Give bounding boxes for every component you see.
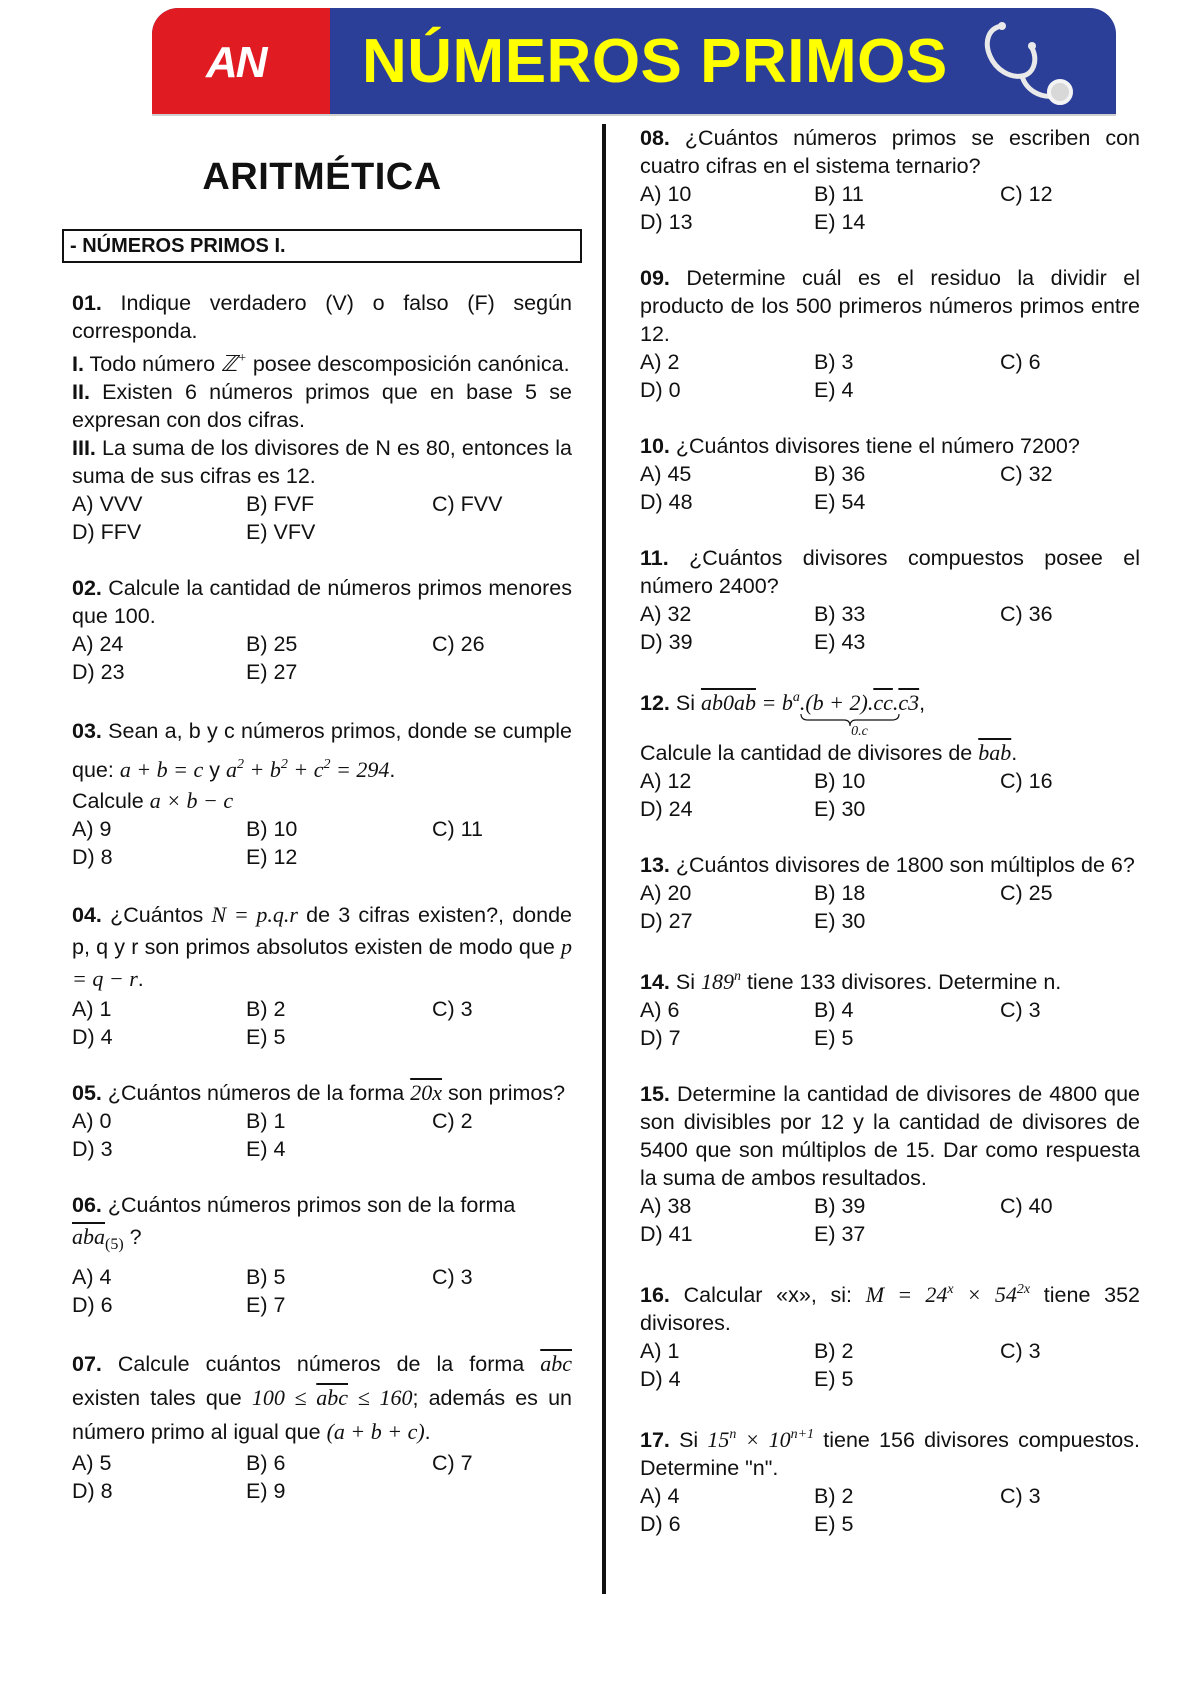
- option: D) 8: [72, 845, 113, 869]
- question-number: 03.: [72, 719, 102, 743]
- option: E) 14: [814, 210, 866, 234]
- option: B) 4: [814, 998, 854, 1022]
- answer-options: [72, 630, 572, 686]
- option: A) 24: [72, 632, 124, 656]
- question-text: tiene 133 divisores. Determine n.: [740, 970, 1062, 994]
- question-12: [640, 684, 1140, 823]
- math-term: × 10: [736, 1427, 791, 1452]
- question-text: son primos?: [441, 1081, 566, 1105]
- answer-options: [640, 180, 1140, 236]
- option: D) 13: [640, 210, 693, 234]
- option: E) 30: [814, 797, 866, 821]
- option: E) 37: [814, 1222, 866, 1246]
- question-number: 13.: [640, 853, 670, 877]
- math-term: .(b + 2).: [799, 690, 874, 715]
- question-text: Calcule la cantidad de números primos menores que 100.: [72, 576, 572, 628]
- option: D) 48: [640, 490, 693, 514]
- option: D) 27: [640, 909, 693, 933]
- question-text: de 3 cifras existen?, donde p, q y r son primos absolutos existen de modo que: [72, 903, 572, 959]
- question-text: ¿Cuántos: [101, 903, 212, 927]
- question-text: ,: [919, 691, 926, 715]
- math-term: = b: [755, 690, 793, 715]
- option: E) 4: [814, 378, 854, 402]
- statement-number: III.: [72, 436, 96, 460]
- topic-box: - NÚMEROS PRIMOS I.: [62, 229, 582, 263]
- option: C) 3: [1000, 998, 1041, 1022]
- option: E) 5: [814, 1367, 854, 1391]
- question-text: ; además es un número primo al igual que: [72, 1386, 572, 1444]
- option: D) 41: [640, 1222, 693, 1246]
- option: B) 5: [246, 1265, 286, 1289]
- question-text: Sean a, b y c números primos, donde se cumple que:: [72, 719, 572, 782]
- question-14: [640, 963, 1140, 1052]
- question-number: 07.: [72, 1352, 102, 1376]
- option: B) 36: [814, 462, 866, 486]
- math-subscript: (5): [105, 1236, 124, 1253]
- option: E) 7: [246, 1293, 286, 1317]
- answer-options: [640, 460, 1140, 516]
- question-text: Determine la cantidad de divisores de 4800 que son divisibles por 12 y la cantidad de divisores de 5400 que son múltiplos de 15. Dar como respuesta la suma de ambos resultados.: [640, 1082, 1140, 1190]
- answer-options: [72, 815, 572, 871]
- math-term: × 54: [953, 1282, 1017, 1307]
- math-symbol: ℤ: [221, 351, 238, 376]
- math-term: .: [892, 690, 899, 715]
- question-07: [72, 1347, 572, 1505]
- statement-text: Todo número: [83, 352, 222, 376]
- option: D) 8: [72, 1479, 113, 1503]
- option: B) 33: [814, 602, 866, 626]
- statement-number: I.: [72, 352, 84, 376]
- option: B) 2: [246, 997, 286, 1021]
- math-expression: [252, 1385, 413, 1410]
- answer-options: [72, 995, 572, 1051]
- math-term: + b: [244, 757, 281, 782]
- option: A) 0: [72, 1109, 112, 1133]
- question-text: Calcule: [72, 789, 150, 813]
- question-11: [640, 544, 1140, 656]
- question-text: ¿Cuántos divisores compuestos posee el número 2400?: [640, 546, 1140, 598]
- math-expression: [866, 1282, 1030, 1307]
- option: A) 32: [640, 602, 692, 626]
- question-text: Calcular «x», si:: [669, 1283, 866, 1307]
- question-number: 02.: [72, 576, 102, 600]
- question-05: [72, 1079, 572, 1163]
- question-number: 17.: [640, 1428, 670, 1452]
- math-expression: a × b − c: [149, 788, 234, 813]
- option: E) VFV: [246, 520, 316, 544]
- math-expression: a + b = c: [119, 757, 204, 782]
- option: D) 39: [640, 630, 693, 654]
- question-number: 11.: [640, 546, 669, 570]
- option: C) 7: [432, 1451, 473, 1475]
- math-term: = 294: [330, 757, 390, 782]
- question-text: ¿Cuántos números primos son de la forma: [101, 1193, 516, 1217]
- option: D) 7: [640, 1026, 681, 1050]
- option: A) 1: [72, 997, 112, 1021]
- question-08: [640, 124, 1140, 236]
- underbrace-group: [799, 689, 920, 739]
- question-04: [72, 899, 572, 1051]
- math-term: M = 24: [865, 1282, 948, 1307]
- question-10: [640, 432, 1140, 516]
- math-superscript: 2: [323, 757, 331, 772]
- option: C) 11: [432, 817, 483, 841]
- option: A) 12: [640, 769, 692, 793]
- math-expression: N = p.q.r: [211, 902, 298, 927]
- option: A) 6: [640, 998, 680, 1022]
- option: E) 30: [814, 909, 866, 933]
- logo-text: AN: [206, 38, 266, 87]
- math-term: $\overline{cc}$: [873, 690, 893, 715]
- question-text: ¿Cuántos números primos se escriben con cuatro cifras en el sistema ternario?: [640, 126, 1140, 178]
- math-expression: [221, 351, 247, 376]
- math-term: $\overline{abc}$: [316, 1385, 349, 1410]
- question-text: Si: [669, 1428, 708, 1452]
- question-number: 15.: [640, 1082, 670, 1106]
- question-text: Determine cuál es el residuo la dividir el producto de los 500 primeros números primos entre 12.: [640, 266, 1140, 346]
- math-superscript: n: [729, 1427, 737, 1442]
- math-term: 189: [700, 969, 734, 994]
- question-number: 09.: [640, 266, 670, 290]
- question-17: [640, 1421, 1140, 1538]
- option: B) 3: [814, 350, 854, 374]
- option: A) 1: [640, 1339, 680, 1363]
- answer-options: [640, 767, 1140, 823]
- option: B) 1: [246, 1109, 286, 1133]
- question-text: .: [389, 758, 396, 782]
- math-expression: $\overline{bab}$: [978, 740, 1012, 765]
- question-number: 01.: [72, 291, 102, 315]
- option: E) 5: [814, 1026, 854, 1050]
- question-text: .: [137, 967, 144, 991]
- option: C) 12: [1000, 182, 1053, 206]
- question-text: Calcule la cantidad de divisores de: [640, 741, 979, 765]
- statement-text: La suma de los divisores de N es 80, entonces la suma de sus cifras es 12.: [72, 436, 572, 488]
- question-text: .: [424, 1420, 431, 1444]
- option: A) 38: [640, 1194, 692, 1218]
- question-09: [640, 264, 1140, 404]
- option: E) 9: [246, 1479, 286, 1503]
- option: E) 12: [246, 845, 298, 869]
- option: B) 2: [814, 1484, 854, 1508]
- right-column: [640, 124, 1140, 1566]
- option: C) 6: [1000, 350, 1041, 374]
- option: B) 2: [814, 1339, 854, 1363]
- question-number: 08.: [640, 126, 670, 150]
- option: D) 6: [72, 1293, 113, 1317]
- question-text: ¿Cuántos divisores tiene el número 7200?: [669, 434, 1080, 458]
- option: C) 16: [1000, 769, 1053, 793]
- math-superscript: 2: [280, 757, 288, 772]
- question-text: ?: [123, 1225, 142, 1249]
- option: B) 10: [246, 817, 298, 841]
- option: A) 4: [72, 1265, 112, 1289]
- question-13: [640, 851, 1140, 935]
- math-superscript: 2: [237, 757, 244, 772]
- option: B) 11: [814, 182, 864, 206]
- question-06: [72, 1191, 572, 1319]
- statement-text: Existen 6 números primos que en base 5 se expresan con dos cifras.: [72, 380, 572, 432]
- left-column: [72, 156, 572, 1533]
- question-text: ¿Cuántos números de la forma: [101, 1081, 411, 1105]
- question-03: [72, 714, 572, 871]
- math-expression: (a + b + c): [326, 1419, 425, 1444]
- math-superscript: +: [237, 351, 247, 366]
- underbrace-icon: [800, 713, 900, 727]
- question-text: Si: [669, 970, 701, 994]
- option: E) 4: [246, 1137, 286, 1161]
- option: C) 36: [1000, 602, 1053, 626]
- option: C) 25: [1000, 881, 1053, 905]
- question-text: existen tales que: [72, 1386, 252, 1410]
- option: C) 40: [1000, 1194, 1053, 1218]
- math-expression: [707, 1427, 814, 1452]
- math-term: 100 ≤: [251, 1385, 317, 1410]
- option: E) 43: [814, 630, 866, 654]
- option: C) FVV: [432, 492, 503, 516]
- math-term: + c: [287, 757, 324, 782]
- question-text: tiene 156 divisores compuestos. Determine "n".: [640, 1428, 1140, 1480]
- underbrace-label: 0.c: [851, 724, 868, 739]
- option: D) 0: [640, 378, 681, 402]
- option: A) 4: [640, 1484, 680, 1508]
- option: A) 20: [640, 881, 692, 905]
- option: C) 32: [1000, 462, 1053, 486]
- question-number: 14.: [640, 970, 670, 994]
- column-divider: [602, 124, 606, 1594]
- option: C) 3: [432, 997, 473, 1021]
- math-expression: $\overline{abc}$: [540, 1351, 572, 1376]
- question-01: [72, 289, 572, 546]
- question-text: y: [203, 758, 226, 782]
- option: D) 24: [640, 797, 693, 821]
- answer-options: [640, 348, 1140, 404]
- option: A) 10: [640, 182, 692, 206]
- math-expression: p = q − r: [72, 934, 572, 991]
- option: B) 39: [814, 1194, 866, 1218]
- option: C) 26: [432, 632, 485, 656]
- subject-title: ARITMÉTICA: [202, 156, 442, 198]
- math-term: c3: [898, 690, 920, 715]
- answer-options: [640, 996, 1140, 1052]
- answer-options: [640, 1192, 1140, 1248]
- option: B) 10: [814, 769, 866, 793]
- statement-number: II.: [72, 380, 90, 404]
- option: D) 23: [72, 660, 125, 684]
- question-number: 12.: [640, 691, 670, 715]
- math-superscript: 2x: [1016, 1282, 1031, 1297]
- option: E) 5: [246, 1025, 286, 1049]
- header-title: NÚMEROS PRIMOS: [362, 27, 948, 96]
- option: B) FVF: [246, 492, 315, 516]
- option: A) 9: [72, 817, 112, 841]
- option: A) 5: [72, 1451, 112, 1475]
- question-15: [640, 1080, 1140, 1248]
- question-number: 10.: [640, 434, 670, 458]
- answer-options: [640, 600, 1140, 656]
- question-text: .: [1011, 741, 1018, 765]
- math-superscript: n: [733, 969, 741, 984]
- math-superscript: x: [947, 1282, 954, 1297]
- option: D) 3: [72, 1137, 113, 1161]
- question-16: [640, 1276, 1140, 1393]
- statement-text: posee descomposición canónica.: [246, 352, 570, 376]
- option: B) 18: [814, 881, 866, 905]
- question-text: ¿Cuántos divisores de 1800 son múltiplos de 6?: [669, 853, 1135, 877]
- answer-options: [640, 1337, 1140, 1393]
- question-number: 04.: [72, 903, 102, 927]
- option: B) 25: [246, 632, 298, 656]
- option: B) 6: [246, 1451, 286, 1475]
- question-number: 16.: [640, 1283, 670, 1307]
- option: D) 4: [72, 1025, 113, 1049]
- question-text: Calcule cuántos números de la forma: [101, 1352, 541, 1376]
- question-text: Indique verdadero (V) o falso (F) según corresponda.: [72, 291, 572, 343]
- option: A) 2: [640, 350, 680, 374]
- math-term: a: [226, 757, 237, 782]
- math-expression: [226, 757, 389, 782]
- math-expression: 20x: [410, 1080, 442, 1105]
- question-02: [72, 574, 572, 686]
- math-term: 15: [707, 1427, 730, 1452]
- answer-options: [72, 490, 572, 546]
- option: C) 2: [432, 1109, 473, 1133]
- stethoscope-icon: [980, 20, 1084, 110]
- option: E) 27: [246, 660, 298, 684]
- option: C) 3: [1000, 1484, 1041, 1508]
- math-superscript: a: [792, 690, 800, 705]
- question-text: tiene 352 divisores.: [640, 1283, 1140, 1335]
- question-number: 05.: [72, 1081, 102, 1105]
- option: E) 5: [814, 1512, 854, 1536]
- answer-options: [72, 1449, 572, 1505]
- header-banner: [152, 8, 1116, 114]
- answer-options: [72, 1107, 572, 1163]
- answer-options: [640, 1482, 1140, 1538]
- option: C) 3: [432, 1265, 473, 1289]
- question-text: Si: [669, 691, 701, 715]
- math-expression: [700, 690, 920, 739]
- option: A) VVV: [72, 492, 143, 516]
- option: D) 6: [640, 1512, 681, 1536]
- option: D) 4: [640, 1367, 681, 1391]
- answer-options: [72, 1263, 572, 1319]
- option: D) FFV: [72, 520, 142, 544]
- math-term: ≤ 160: [348, 1385, 413, 1410]
- option: E) 54: [814, 490, 866, 514]
- math-expression: $\overline{aba}$: [72, 1224, 105, 1249]
- answer-options: [640, 879, 1140, 935]
- math-superscript: n+1: [790, 1427, 815, 1442]
- math-term: ab0ab: [700, 690, 756, 715]
- math-expression: [701, 969, 741, 994]
- option: A) 45: [640, 462, 692, 486]
- option: C) 3: [1000, 1339, 1041, 1363]
- question-number: 06.: [72, 1193, 102, 1217]
